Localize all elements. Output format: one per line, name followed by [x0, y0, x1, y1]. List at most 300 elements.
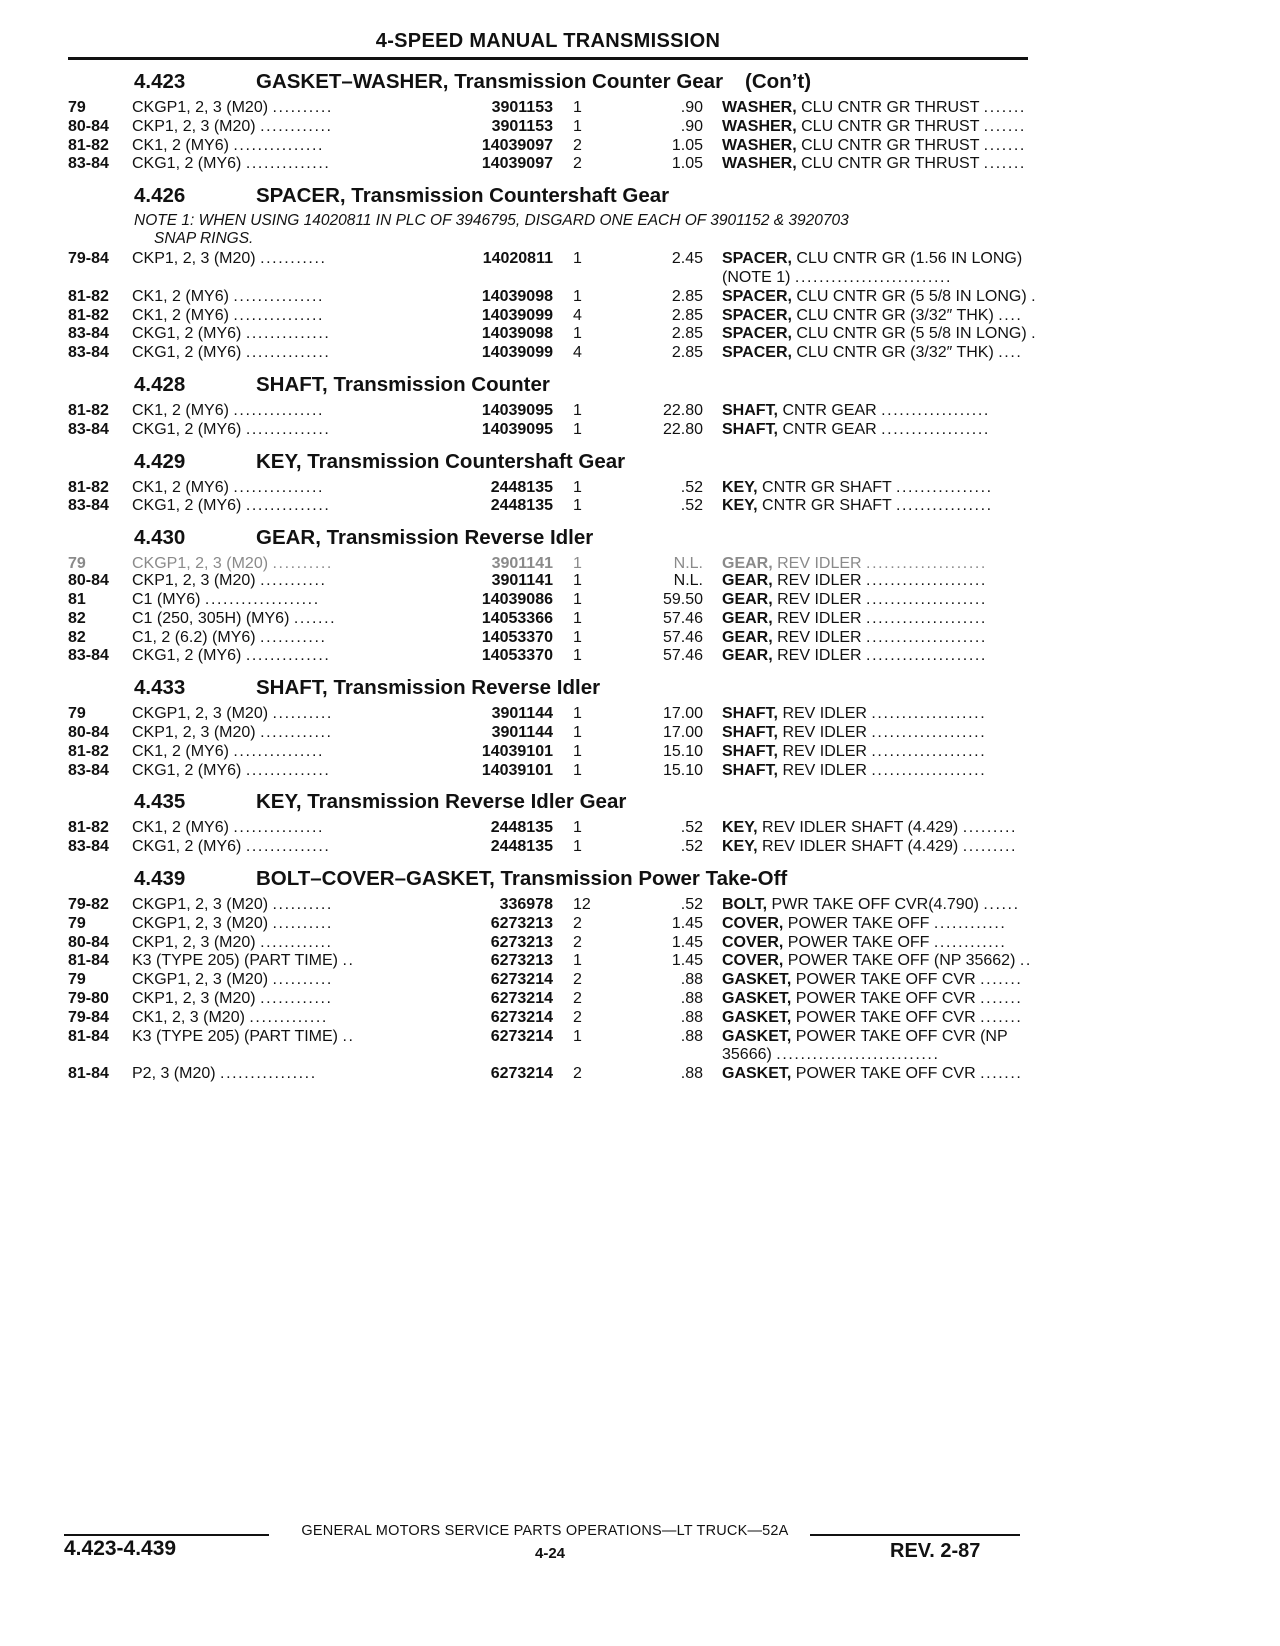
model-codes-text: CK1, 2 (MY6): [132, 819, 229, 837]
model-codes-text: CK1, 2 (MY6): [132, 401, 229, 419]
model-codes: [132, 819, 402, 838]
part-description: [722, 137, 1034, 156]
price: .88: [680, 1027, 703, 1045]
model-years: 80-84: [68, 723, 109, 741]
table-row: [68, 479, 1038, 498]
part-name: GASKET,: [722, 989, 792, 1007]
part-name: GASKET,: [722, 971, 792, 989]
section-title-text: GEAR, Transmission Reverse Idler: [256, 526, 594, 550]
model-codes-text: C1, 2 (6.2) (MY6): [132, 628, 256, 646]
model-codes: [132, 99, 402, 118]
price: .52: [680, 838, 703, 856]
price: 17.00: [662, 723, 703, 741]
table-row: [68, 952, 1038, 971]
part-detail: CLU CNTR GR (5 5/8 IN LONG): [791, 325, 1027, 343]
part-name: GEAR,: [722, 647, 773, 665]
quantity: 1: [573, 420, 582, 438]
price: 17.00: [662, 705, 703, 723]
part-detail: CLU CNTR GR THRUST: [796, 117, 980, 135]
quantity: 1: [573, 287, 582, 305]
leader-dots: ..: [1019, 952, 1032, 970]
part-number: 2448135: [490, 838, 553, 856]
model-codes-text: CKGP1, 2, 3 (M20): [132, 914, 269, 932]
part-name: GASKET,: [722, 1027, 792, 1045]
model-codes-text: CKP1, 2, 3 (M20): [132, 933, 256, 951]
leader-dots: ..............: [245, 155, 331, 173]
leader-dots: ............: [260, 989, 333, 1007]
section-title-text: KEY, Transmission Reverse Idler Gear: [256, 790, 627, 814]
leader-dots: ..: [342, 952, 355, 970]
leader-dots: ..........: [272, 895, 333, 913]
leader-dots: ...............: [233, 136, 325, 154]
part-number: 6273214: [490, 1008, 553, 1026]
model-codes-text: CKG1, 2 (MY6): [132, 155, 242, 173]
leader-dots: ...........: [260, 250, 327, 268]
model-codes: [132, 402, 402, 421]
part-detail: REV IDLER: [778, 742, 867, 760]
model-codes: [132, 479, 402, 498]
model-codes-text: CK1, 2 (MY6): [132, 478, 229, 496]
leader-dots: ..............: [245, 838, 331, 856]
part-detail: CLU CNTR GR THRUST: [796, 136, 980, 154]
model-codes-text: CKG1, 2 (MY6): [132, 325, 242, 343]
part-description: [722, 934, 1034, 953]
part-detail: REV IDLER: [772, 590, 862, 608]
price: .52: [680, 895, 703, 913]
part-number: 2448135: [490, 478, 553, 496]
model-years: 81-84: [68, 1065, 109, 1083]
part-number: 14039101: [481, 742, 553, 760]
table-row: [68, 896, 1038, 915]
part-number: 14053370: [481, 628, 553, 646]
part-number: 14053370: [481, 647, 553, 665]
quantity: 1: [573, 99, 582, 116]
part-number: 14039099: [481, 344, 553, 362]
model-years: 81-82: [68, 742, 109, 760]
model-years: 79-80: [68, 989, 109, 1007]
leader-dots: ..........................: [794, 268, 953, 286]
part-name: SHAFT,: [722, 705, 778, 723]
part-number: 14039095: [481, 401, 553, 419]
part-description: [722, 896, 1034, 915]
part-detail: PWR TAKE OFF CVR(4.790): [767, 895, 979, 913]
part-detail: CLU CNTR GR (1.56 IN LONG) (NOTE 1): [722, 250, 1023, 286]
footer-page-number: 4-24: [534, 1545, 566, 1562]
part-description: [722, 99, 1034, 118]
part-name: KEY,: [722, 497, 758, 515]
leader-dots: ..........: [272, 705, 333, 723]
section-title: [256, 867, 787, 891]
model-years: 80-84: [68, 933, 109, 951]
model-codes-text: CKP1, 2, 3 (M20): [132, 572, 256, 590]
part-description: [722, 421, 1034, 440]
parts-rows: [68, 819, 1038, 857]
section-title: [256, 184, 669, 208]
part-description: [722, 1065, 1034, 1084]
model-codes-text: CK1, 2 (MY6): [132, 306, 229, 324]
price: .88: [680, 1065, 703, 1083]
note-line: NOTE 1: WHEN USING 14020811 IN PLC OF 3946795, DISGARD ONE EACH OF 3901152 & 3920703: [134, 212, 849, 230]
quantity: 4: [573, 344, 582, 362]
section-title: [256, 790, 626, 814]
part-description: [722, 1028, 1034, 1066]
leader-dots: ................: [895, 478, 993, 496]
part-detail: REV IDLER: [778, 705, 867, 723]
part-description: [722, 118, 1034, 137]
model-codes-text: CKG1, 2 (MY6): [132, 344, 242, 362]
model-years: 79: [68, 555, 86, 573]
part-description: [722, 610, 1034, 629]
table-row: [68, 743, 1038, 762]
model-years: 81-82: [68, 287, 109, 305]
part-number: 14039098: [481, 287, 553, 305]
model-years: 79-84: [68, 1008, 109, 1026]
model-years: 81: [68, 590, 86, 608]
leader-dots: ..........: [272, 99, 333, 116]
part-name: GEAR,: [722, 590, 773, 608]
part-name: GEAR,: [722, 572, 773, 590]
leader-dots: ..............: [245, 761, 331, 779]
leader-dots: ..........: [272, 914, 333, 932]
part-detail: POWER TAKE OFF CVR: [791, 1008, 976, 1026]
model-codes: [132, 971, 402, 990]
part-number: 6273213: [490, 952, 553, 970]
leader-dots: ................: [220, 1065, 317, 1083]
model-codes: [132, 591, 402, 610]
price: 2.85: [671, 287, 703, 305]
quantity: 1: [573, 609, 582, 627]
price: .88: [680, 989, 703, 1007]
continued-label: (Con’t): [745, 70, 812, 93]
section-header: [68, 66, 1038, 98]
section-title: [256, 526, 593, 550]
table-row: [68, 555, 1038, 572]
quantity: 1: [573, 572, 582, 590]
leader-dots: ...................: [871, 742, 987, 760]
part-description: [722, 555, 1034, 574]
section-number: 4.430: [134, 526, 186, 550]
table-row: [68, 647, 1038, 666]
price: .52: [680, 819, 703, 837]
part-number: 14039099: [481, 306, 553, 324]
part-name: GEAR,: [722, 555, 773, 573]
model-codes: [132, 325, 402, 344]
part-description: [722, 155, 1034, 174]
part-name: WASHER,: [722, 117, 797, 135]
model-years: 83-84: [68, 497, 109, 515]
part-description: [722, 629, 1034, 648]
price: .88: [680, 971, 703, 989]
part-description: [722, 819, 1034, 838]
model-codes: [132, 610, 402, 629]
leader-dots: ............: [260, 117, 333, 135]
part-description: [722, 591, 1034, 610]
model-codes-text: CKP1, 2, 3 (M20): [132, 723, 256, 741]
part-number: 3901144: [491, 705, 553, 723]
part-number: 14020811: [482, 250, 553, 268]
part-detail: POWER TAKE OFF CVR: [791, 1065, 976, 1083]
part-number: 2448135: [490, 497, 553, 515]
part-number: 3901153: [491, 117, 553, 135]
leader-dots: ......: [983, 895, 1020, 913]
part-number: 3901141: [491, 572, 553, 590]
section-header: [68, 369, 1038, 401]
part-detail: REV IDLER: [778, 723, 867, 741]
leader-dots: .......: [980, 971, 1023, 989]
section-note: [134, 212, 1014, 247]
part-number: 6273214: [490, 971, 553, 989]
quantity: 1: [573, 497, 582, 515]
table-row: [68, 705, 1038, 724]
price: 57.46: [662, 609, 703, 627]
part-name: COVER,: [722, 952, 784, 970]
part-description: [722, 250, 1034, 288]
part-name: SHAFT,: [722, 761, 778, 779]
leader-dots: ..........: [272, 555, 333, 573]
leader-dots: .: [1031, 287, 1038, 305]
leader-dots: ..............: [245, 420, 331, 438]
section-title-text: SPACER, Transmission Countershaft Gear: [256, 184, 670, 208]
leader-dots: ....................: [866, 647, 987, 665]
model-codes: [132, 572, 402, 591]
table-row: [68, 915, 1038, 934]
leader-dots: ...............: [233, 306, 325, 324]
note-line: SNAP RINGS.: [154, 229, 254, 247]
quantity: 1: [573, 723, 582, 741]
section-number: 4.435: [134, 790, 186, 814]
model-codes: [132, 307, 402, 326]
leader-dots: ....................: [866, 609, 987, 627]
price: .52: [680, 478, 703, 496]
table-row: [68, 762, 1038, 781]
leader-dots: ...................: [871, 723, 987, 741]
leader-dots: ...................: [871, 705, 987, 723]
model-years: 81-82: [68, 819, 109, 837]
footer-publisher: GENERAL MOTORS SERVICE PARTS OPERATIONS—LT TRUCK—52A: [301, 1523, 789, 1539]
part-name: GEAR,: [722, 628, 773, 646]
section-header: [68, 180, 1038, 212]
table-row: [68, 402, 1038, 421]
price: 57.46: [662, 628, 703, 646]
section-title-text: SHAFT, Transmission Counter: [256, 372, 550, 396]
leader-dots: ..............: [245, 497, 331, 515]
model-codes-text: CKGP1, 2, 3 (M20): [132, 99, 269, 116]
part-description: [722, 402, 1034, 421]
model-years: 79-82: [68, 895, 109, 913]
quantity: 1: [573, 117, 582, 135]
part-number: 14039095: [481, 420, 553, 438]
quantity: 1: [573, 478, 582, 496]
part-number: 6273213: [490, 933, 553, 951]
leader-dots: ....: [998, 306, 1023, 324]
model-years: 81-82: [68, 478, 109, 496]
quantity: 4: [573, 306, 582, 324]
leader-dots: ................: [895, 497, 993, 515]
model-codes-text: CKP1, 2, 3 (M20): [132, 250, 256, 268]
model-codes-text: C1 (MY6): [132, 590, 201, 608]
quantity: 12: [573, 895, 591, 913]
model-codes-text: CK1, 2 (MY6): [132, 136, 229, 154]
model-years: 83-84: [68, 155, 109, 173]
quantity: 2: [573, 933, 582, 951]
model-codes: [132, 137, 402, 156]
part-number: 6273214: [490, 1065, 553, 1083]
part-detail: POWER TAKE OFF: [783, 914, 930, 932]
model-years: 82: [68, 628, 86, 646]
table-row: [68, 325, 1038, 344]
leader-dots: ...............: [233, 819, 325, 837]
model-codes: [132, 421, 402, 440]
leader-dots: ..............: [245, 344, 331, 362]
table-row: [68, 118, 1038, 137]
part-description: [722, 344, 1034, 363]
section-title-text: KEY, Transmission Countershaft Gear: [256, 449, 626, 473]
table-row: [68, 610, 1038, 629]
part-number: 14053366: [481, 609, 553, 627]
leader-dots: ....: [998, 344, 1023, 362]
part-number: 6273214: [490, 989, 553, 1007]
leader-dots: .......: [983, 155, 1026, 173]
leader-dots: ............: [933, 933, 1007, 951]
section-number: 4.428: [134, 372, 186, 396]
model-codes: [132, 647, 402, 666]
footer-revision: REV. 2-87: [890, 1540, 981, 1562]
part-detail: POWER TAKE OFF CVR: [791, 989, 976, 1007]
leader-dots: ..............: [245, 647, 331, 665]
page-title: 4-SPEED MANUAL TRANSMISSION: [375, 30, 721, 52]
model-codes-text: CKGP1, 2, 3 (M20): [132, 555, 269, 573]
quantity: 2: [573, 155, 582, 173]
model-years: 81-84: [68, 952, 109, 970]
part-detail: REV IDLER: [772, 572, 862, 590]
price: 15.10: [662, 742, 703, 760]
table-row: [68, 497, 1038, 516]
table-row: [68, 724, 1038, 743]
part-description: [722, 724, 1034, 743]
model-codes-text: CK1, 2 (MY6): [132, 742, 229, 760]
price: 2.85: [671, 325, 703, 343]
model-years: 83-84: [68, 325, 109, 343]
leader-dots: ..............: [245, 325, 331, 343]
model-codes-text: CKGP1, 2, 3 (M20): [132, 895, 269, 913]
part-number: 6273213: [490, 914, 553, 932]
section-number: 4.439: [134, 866, 186, 890]
leader-dots: ...................: [871, 761, 987, 779]
table-row: [68, 421, 1038, 440]
model-codes-text: C1 (250, 305H) (MY6): [132, 609, 290, 627]
table-row: [68, 819, 1038, 838]
price: .52: [680, 497, 703, 515]
leader-dots: .......: [983, 117, 1026, 135]
quantity: 1: [573, 401, 582, 419]
price: 22.80: [662, 401, 703, 419]
model-years: 83-84: [68, 647, 109, 665]
model-years: 83-84: [68, 420, 109, 438]
quantity: 1: [573, 590, 582, 608]
part-description: [722, 497, 1034, 516]
quantity: 1: [573, 628, 582, 646]
quantity: 2: [573, 1065, 582, 1083]
table-row: [68, 990, 1038, 1009]
quantity: 1: [573, 819, 582, 837]
model-codes: [132, 724, 402, 743]
part-name: WASHER,: [722, 155, 797, 173]
part-name: GASKET,: [722, 1008, 792, 1026]
model-codes-text: CKGP1, 2, 3 (M20): [132, 971, 269, 989]
table-row: [68, 572, 1038, 591]
part-name: GEAR,: [722, 609, 773, 627]
part-description: [722, 838, 1034, 857]
price: 1.05: [671, 136, 703, 154]
part-detail: POWER TAKE OFF CVR (NP 35666): [722, 1027, 1008, 1064]
leader-dots: ............: [933, 914, 1007, 932]
part-description: [722, 705, 1034, 724]
price: 1.05: [671, 155, 703, 173]
table-row: [68, 307, 1038, 326]
section-title: [256, 676, 600, 700]
model-codes: [132, 344, 402, 363]
price: 2.85: [671, 344, 703, 362]
model-years: 79-84: [68, 250, 109, 268]
price: 2.45: [671, 250, 703, 268]
section-title: [256, 70, 811, 94]
parts-rows: [68, 555, 1038, 666]
leader-dots: .......: [983, 99, 1026, 116]
quantity: 2: [573, 136, 582, 154]
model-codes: [132, 118, 402, 137]
part-description: [722, 1009, 1034, 1028]
model-codes: [132, 838, 402, 857]
part-name: SHAFT,: [722, 742, 778, 760]
part-description: [722, 647, 1034, 666]
model-codes-text: CKG1, 2 (MY6): [132, 647, 242, 665]
part-detail: CLU CNTR GR THRUST: [796, 99, 980, 116]
leader-dots: .........: [962, 819, 1018, 837]
header-rule: [68, 57, 1028, 60]
part-description: [722, 325, 1038, 344]
leader-dots: ..: [342, 1027, 355, 1045]
part-detail: CLU CNTR GR (5 5/8 IN LONG): [791, 287, 1027, 305]
model-years: 80-84: [68, 572, 109, 590]
model-years: 81-82: [68, 136, 109, 154]
leader-dots: ....................: [866, 590, 987, 608]
part-number: 14039098: [481, 325, 553, 343]
price: 2.85: [671, 306, 703, 324]
part-detail: REV IDLER: [772, 647, 862, 665]
part-number: 14039097: [481, 155, 553, 173]
model-codes-text: CKGP1, 2, 3 (M20): [132, 705, 269, 723]
part-detail: REV IDLER: [772, 628, 862, 646]
section-number: 4.433: [134, 676, 186, 700]
model-codes-text: CK1, 2, 3 (M20): [132, 1008, 245, 1026]
quantity: 1: [573, 705, 582, 723]
leader-dots: .............: [249, 1008, 328, 1026]
part-description: [722, 572, 1034, 591]
model-codes: [132, 250, 402, 269]
table-row: [68, 137, 1038, 156]
parts-rows: [68, 250, 1038, 363]
part-description: [722, 479, 1034, 498]
model-codes: [132, 934, 402, 953]
model-codes: [132, 1065, 402, 1084]
part-detail: POWER TAKE OFF: [783, 933, 930, 951]
part-detail: POWER TAKE OFF CVR: [791, 971, 976, 989]
quantity: 1: [573, 325, 582, 343]
part-name: SHAFT,: [722, 723, 778, 741]
quantity: 1: [573, 761, 582, 779]
footer-rule-right: [810, 1534, 1020, 1536]
model-codes-text: CKG1, 2 (MY6): [132, 838, 242, 856]
